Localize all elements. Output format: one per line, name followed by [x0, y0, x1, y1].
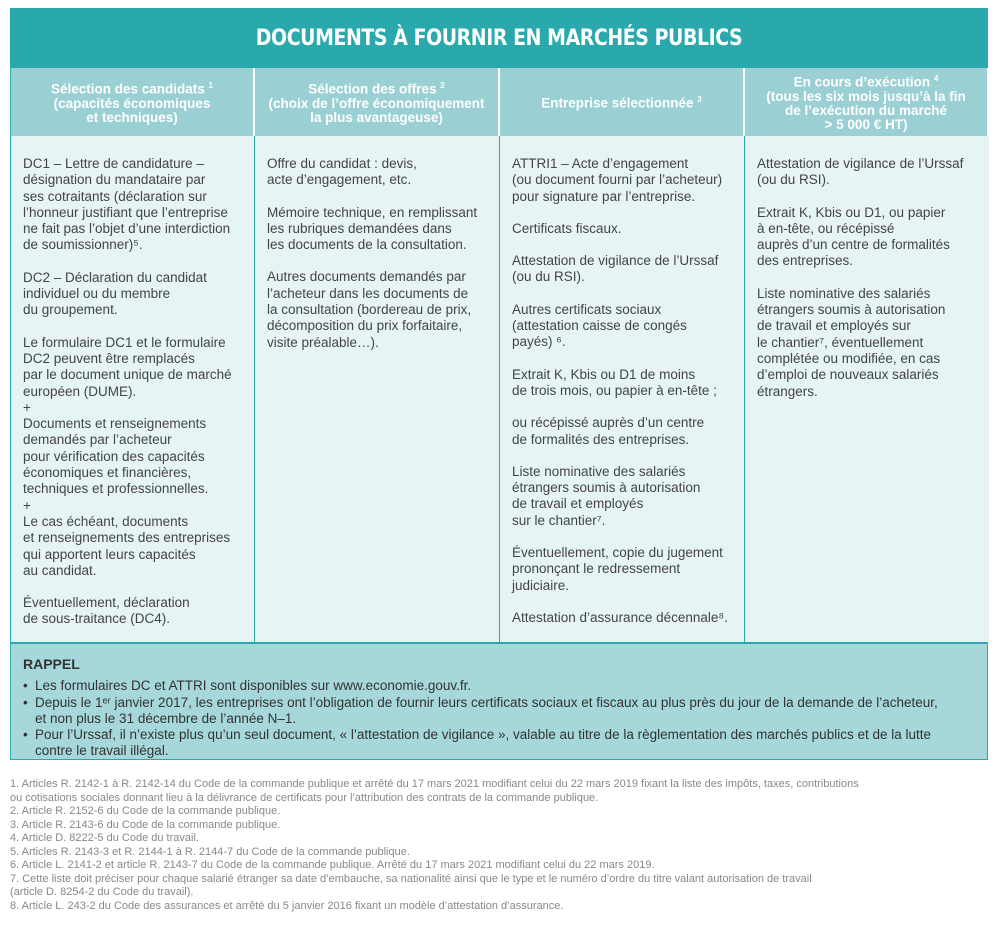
- cell-paragraph: Le formulaire DC1 et le formulaire DC2 peuvent être remplacés par le document unique de marché européen (DUME). + Documents et renseignements demandés par l’acheteur pour vérification des capacités économiques et financières, techniques et professionnelles. + Le cas échéant, documents et renseignements des entreprises qui apportent leurs capacités au candidat.: [23, 334, 232, 578]
- column-header-candidats: [11, 68, 255, 136]
- footnote: 6. Article L. 2141-2 et article R. 2143-7 du Code de la commande publique. Arrêté du 17 mars 2021 modifiant celui du 22 mars 2019.: [10, 859, 655, 871]
- footnote-ref: 1: [208, 81, 213, 91]
- column-header-label: Sélection des candidats: [50, 81, 209, 97]
- footnote-ref: 4: [933, 74, 939, 84]
- rappel-list: [23, 678, 975, 759]
- page-title: DOCUMENTS À FOURNIR EN MARCHÉS PUBLICS: [79, 9, 918, 67]
- footnote: 2. Article R. 2152-6 du Code de la commande publique.: [10, 805, 281, 817]
- rappel-heading: RAPPEL: [23, 656, 80, 672]
- column-header-execution: [745, 68, 989, 136]
- rappel-text: Depuis le 1ᵉʳ janvier 2017, les entreprises ont l’obligation de fournir leurs certificats sociaux et fiscaux au plus près du jour de la demande de l’acheteur, et non plus le 31 décembre de l’année N–1.: [35, 694, 938, 726]
- list-item: [23, 678, 975, 694]
- footnote: 1. Articles R. 2142-1 à R. 2142-14 du Code de la commande publique et arrêté du 17 mars 2021 modifiant celui du 22 mars 2019 fixant la liste des impôts, taxes, contributions ou cotisations sociales donnant lieu à la délivrance de certificats pour l’attribution des contrats de la commande publique.: [10, 778, 859, 804]
- list-item: [23, 695, 975, 728]
- cell-paragraph: Autres documents demandés par l’acheteur dans les documents de la consultation (bordereau de prix, décomposition du prix forfaitaire, visite préalable…).: [267, 269, 472, 350]
- cell-paragraph: Attestation de vigilance de l’Urssaf (ou du RSI).: [512, 253, 719, 285]
- cell-paragraph: Mémoire technique, en remplissant les rubriques demandées dans les documents de la consultation.: [267, 204, 478, 253]
- footnote-ref: 3: [697, 95, 702, 105]
- footnote-ref: 2: [440, 81, 445, 91]
- rappel-text: Pour l’Urssaf, il n’existe plus qu’un seul document, « l’attestation de vigilance », valable au titre de la règlementation des marchés publics et de la lutte contre le travail illégal.: [35, 727, 931, 759]
- cell-candidats: [11, 136, 255, 642]
- cell-paragraph: Offre du candidat : devis, acte d’engagement, etc.: [267, 156, 417, 188]
- footnote: 3. Article R. 2143-6 du Code de la commande publique.: [10, 818, 281, 831]
- cell-paragraph: DC1 – Lettre de candidature – désignation du mandataire par ses cotraitants (déclaration sur l’honneur justifiant que l’entreprise ne fait pas l’objet d’une interdiction de soumissionner)⁵.: [23, 156, 231, 253]
- column-header-entreprise: [500, 68, 745, 136]
- title-bar: [10, 8, 988, 68]
- cell-paragraph: Attestation d’assurance décennale⁸.: [512, 609, 728, 625]
- cell-paragraph: Attestation de vigilance de l’Urssaf (ou du RSI).: [757, 156, 964, 188]
- footnote: 5. Articles R. 2143-3 et R. 2144-1 à R. 2144-7 du Code de la commande publique.: [10, 845, 410, 858]
- cell-offres: [255, 136, 500, 642]
- cell-paragraph: Extrait K, Kbis ou D1 de moins de trois mois, ou papier à en-tête ;: [512, 366, 717, 398]
- column-header-sublabel: (choix de l’offre économiquement la plus avantageuse): [268, 95, 485, 125]
- column-header-label: Sélection des offres: [308, 81, 441, 97]
- bullet-icon: •: [23, 678, 28, 694]
- cell-paragraph: ou récépissé auprès d’un centre de formalités des entreprises.: [512, 415, 705, 447]
- cell-paragraph: Extrait K, Kbis ou D1, ou papier à en-tête, ou récépissé auprès d’un centre de formalités des entreprises.: [757, 204, 950, 269]
- cell-paragraph: Liste nominative des salariés étrangers soumis à autorisation de travail et employés sur le chantier⁷.: [512, 463, 701, 528]
- column-header-label: En cours d’exécution: [793, 74, 934, 90]
- cell-paragraph: Éventuellement, déclaration de sous-traitance (DC4).: [23, 595, 190, 627]
- column-header-offres: [255, 68, 500, 136]
- footnotes: [10, 778, 988, 913]
- footnote: 4. Article D. 8222-5 du Code du travail.: [10, 832, 199, 844]
- cell-paragraph: DC2 – Déclaration du candidat individuel ou du membre du groupement.: [23, 269, 207, 318]
- cell-entreprise: [500, 136, 745, 642]
- rappel-box: [10, 642, 988, 760]
- footnote: 7. Cette liste doit préciser pour chaque salarié étranger sa date d’embauche, sa nationalité ainsi que le type et le numéro d’ordre du titre valant autorisation de travail (article D. 8254-2 du Code du travail).: [10, 872, 812, 898]
- list-item: [23, 727, 975, 760]
- rappel-text: Les formulaires DC et ATTRI sont disponibles sur www.economie.gouv.fr.: [35, 678, 472, 694]
- cell-paragraph: Liste nominative des salariés étrangers soumis à autorisation de travail et employés sur le chantier⁷, éventuellement complétée ou modifiée, en cas d’emploi de nouveaux salariés étrangers.: [757, 285, 946, 399]
- cell-paragraph: Certificats fiscaux.: [512, 220, 622, 236]
- cell-paragraph: ATTRI1 – Acte d’engagement (ou document fourni par l’acheteur) pour signature par l’entreprise.: [512, 156, 723, 204]
- documents-table: [10, 8, 988, 913]
- column-header-label: Entreprise sélectionnée: [541, 95, 698, 111]
- column-header-sublabel: (tous les six mois jusqu’à la fin de l’exécution du marché > 5 000 € HT): [766, 88, 966, 132]
- cell-paragraph: Autres certificats sociaux (attestation caisse de congés payés) ⁶.: [512, 301, 687, 350]
- cell-execution: [745, 136, 989, 642]
- column-header-sublabel: (capacités économiques et techniques): [53, 95, 211, 125]
- bullet-icon: •: [23, 727, 28, 743]
- footnote: 8. Article L. 243-2 du Code des assurances et arrêté du 5 janvier 2016 fixant un modèle d’attestation d’assurance.: [10, 899, 564, 912]
- bullet-icon: •: [23, 694, 28, 710]
- requirements-grid: [10, 68, 988, 642]
- cell-paragraph: Éventuellement, copie du jugement prononçant le redressement judiciaire.: [512, 545, 723, 593]
